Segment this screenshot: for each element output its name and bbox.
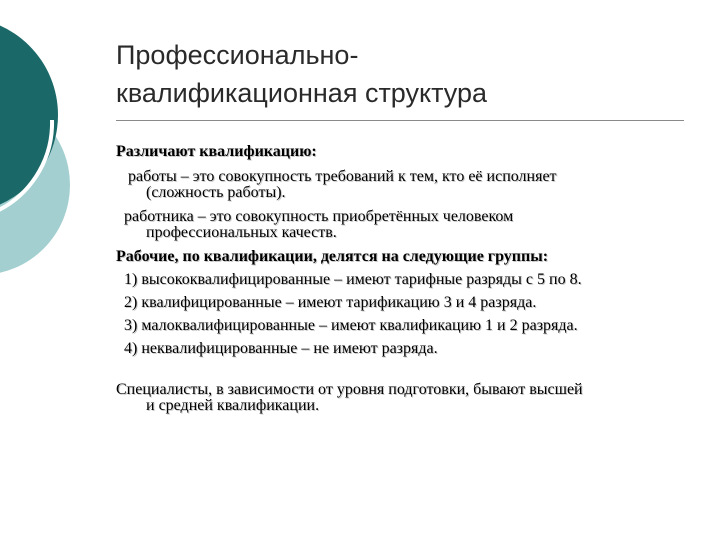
slide-title (116, 36, 686, 112)
title-line-2: квалификационная структура (116, 78, 488, 108)
list-item: 4) неквалифицированные – не имеют разряда. (124, 340, 438, 357)
list-item: 2) квалифицированные – имеют тарификацию 3 и 4 разряда. (124, 294, 537, 311)
specialists-line-1: Специалисты, в зависимости от уровня подготовки, бывают высшей (116, 381, 583, 398)
heading-qualification-types: Различают квалификацию: (116, 143, 317, 160)
title-divider (116, 120, 684, 121)
heading-worker-groups: Рабочие, по квалификации, делятся на следующие группы: (116, 248, 549, 265)
list-item: 3) малоквалифицированные – имеют квалификацию 1 и 2 разряда. (124, 317, 578, 334)
list-item: 1) высококвалифицированные – имеют тарифные разряды с 5 по 8. (124, 271, 582, 288)
worker-qualification-line-2: профессиональных качеств. (146, 224, 337, 241)
decorative-circles (0, 0, 120, 300)
specialists-line-2: и средней квалификации. (146, 397, 320, 414)
worker-qualification-line-1: работника – это совокупность приобретённых человеком (124, 208, 514, 225)
slide-body (116, 140, 696, 414)
title-line-1: Профессионально- (116, 40, 359, 70)
work-qualification-line-1: работы – это совокупность требований к тем, кто её исполняет (128, 168, 557, 185)
work-qualification-line-2: (сложность работы). (146, 184, 286, 201)
